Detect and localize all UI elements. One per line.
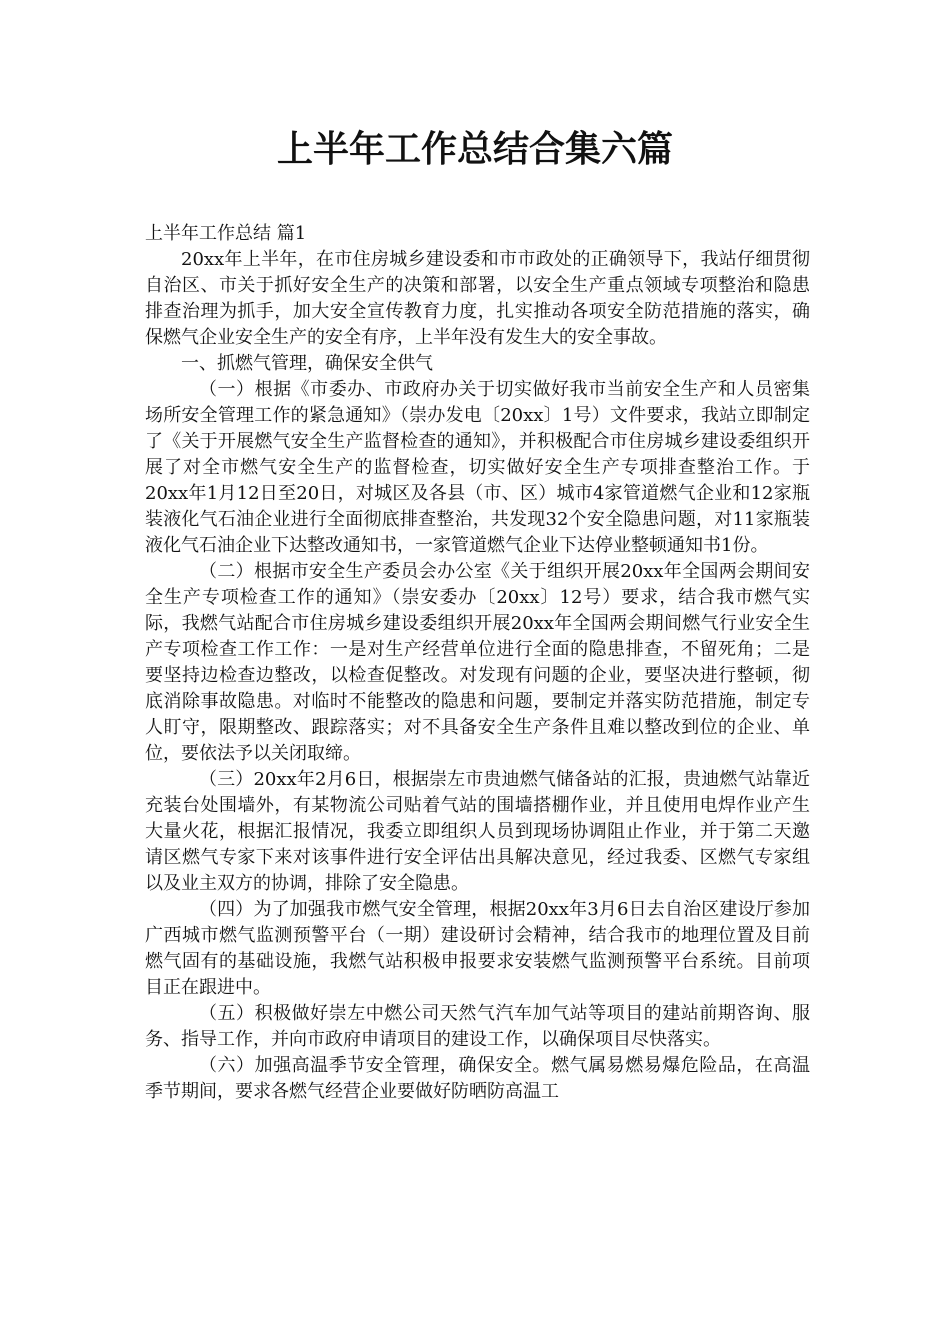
paragraph-item-2: （二）根据市安全生产委员会办公室《关于组织开展20xx年全国两会期间安全生产专项检查工作的通知》（崇安委办〔20xx〕12号）要求，结合我市燃气实际，我燃气站配合市住房城乡建设委组织开展20xx年全国两会期间燃气行业安全生产专项检查工作工作：一是对生产经营单位进行全面的隐患排查，不留死角；二是要坚持边检查边整改，以检查促整改。对发现有问题的企业，要坚决进行整顿，彻底消除事故隐患。对临时不能整改的隐患和问题，要制定并落实防范措施，制定专人盯守，限期整改、跟踪落实；对不具备安全生产条件且难以整改到位的企业、单位，要依法予以关闭取缔。 (145, 561, 810, 764)
paragraph-intro: 20xx年上半年，在市住房城乡建设委和市市政处的正确领导下，我站仔细贯彻自治区、市关于抓好安全生产的决策和部署，以安全生产重点领域专项整治和隐患排查治理为抓手，加大安全宣传教育力度，扎实推动各项安全防范措施的落实，确保燃气企业安全生产的安全有序，上半年没有发生大的安全事故。 (145, 249, 810, 348)
paragraph-item-5: （五）积极做好崇左中燃公司天然气汽车加气站等项目的建站前期咨询、服务、指导工作，并向市政府申请项目的建设工作，以确保项目尽快落实。 (145, 1003, 810, 1050)
paragraph-heading-1: 一、抓燃气管理，确保安全供气 (181, 353, 433, 374)
paragraph-item-6: （六）加强高温季节安全管理，确保安全。燃气属易燃易爆危险品，在高温季节期间，要求各燃气经营企业要做好防晒防高温工 (145, 1055, 810, 1102)
paragraph-item-4: （四）为了加强我市燃气安全管理，根据20xx年3月6日去自治区建设厅参加广西城市燃气监测预警平台（一期）建设研讨会精神，结合我市的地理位置及目前燃气固有的基础设施，我燃气站积极申报要求安装燃气监测预警平台系统。目前项目正在跟进中。 (145, 899, 810, 998)
document-body (145, 221, 810, 1105)
document-title: 上半年工作总结合集六篇 (276, 129, 673, 170)
paragraph-item-1: （一）根据《市委办、市政府办关于切实做好我市当前安全生产和人员密集场所安全管理工作的紧急通知》（崇办发电〔20xx〕1号）文件要求，我站立即制定了《关于开展燃气安全生产监督检查的通知》，并积极配合市住房城乡建设委组织开展了对全市燃气安全生产的监督检查，切实做好安全生产专项排查整治工作。于20xx年1月12日至20日，对城区及各县（市、区）城市4家管道燃气企业和12家瓶装液化气石油企业进行全面彻底排查整治，共发现32个安全隐患问题，对11家瓶装液化气石油企业下达整改通知书，一家管道燃气企业下达停业整顿通知书1份。 (145, 379, 810, 556)
paragraph-item-3: （三）20xx年2月6日，根据崇左市贵迪燃气储备站的汇报，贵迪燃气站靠近充装台处围墙外，有某物流公司贴着气站的围墙搭棚作业，并且使用电焊作业产生大量火花，根据汇报情况，我委立即组织人员到现场协调阻止作业，并于第二天邀请区燃气专家下来对该事件进行安全评估出具解决意见，经过我委、区燃气专家组以及业主双方的协调，排除了安全隐患。 (145, 769, 810, 894)
section-heading: 上半年工作总结 篇1 (145, 223, 307, 244)
